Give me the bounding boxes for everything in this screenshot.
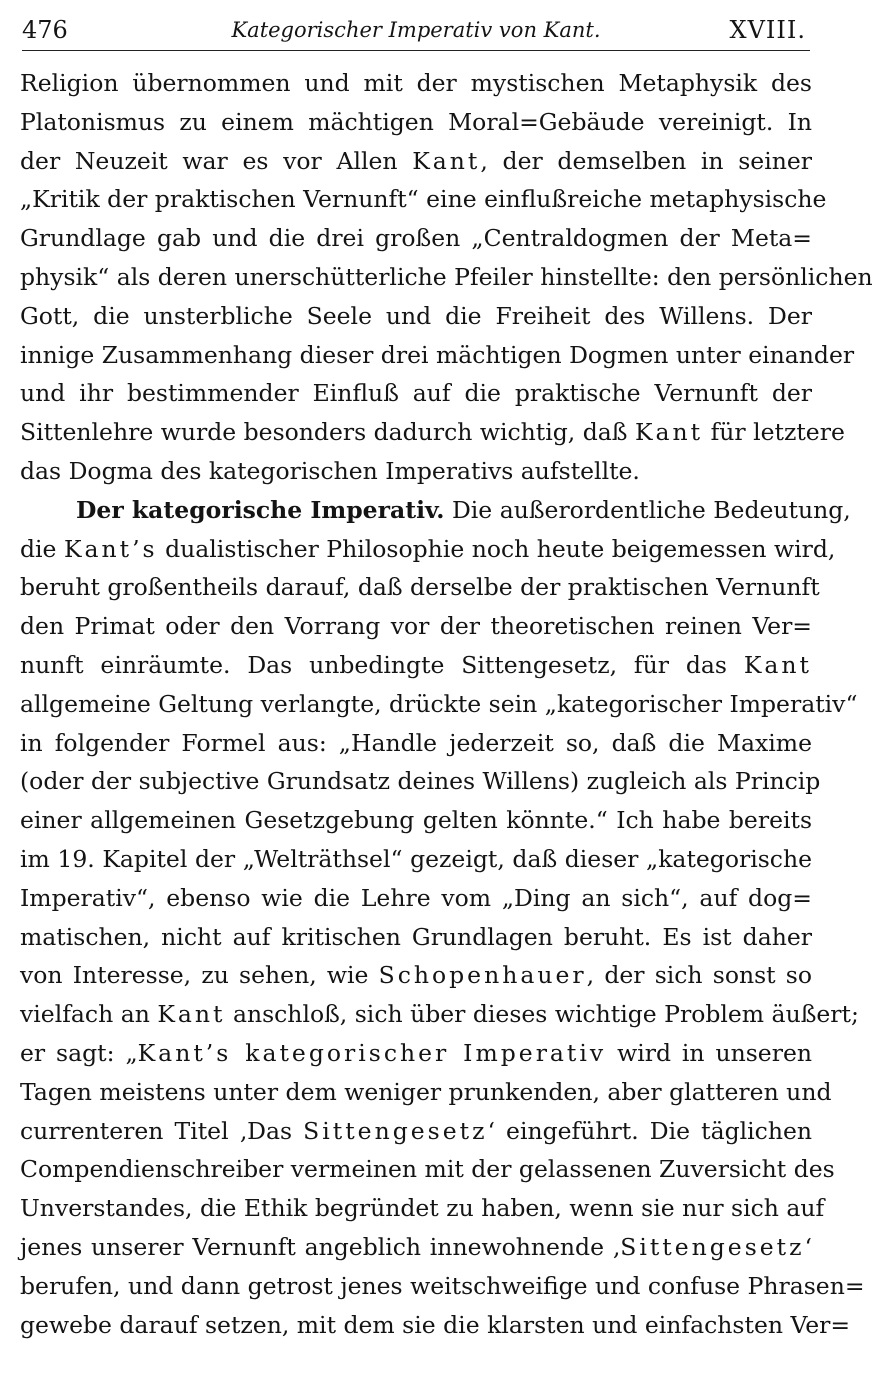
text-line: und ihr bestimmender Einfluß auf die praktische Vernunft der bbox=[20, 379, 812, 408]
text-line: Gott, die unsterbliche Seele und die Freiheit des Willens. Der bbox=[20, 301, 812, 330]
text-line: er sagt: „Kant’s kategorischer Imperativ wird in unseren bbox=[20, 1038, 812, 1067]
text-line: jenes unserer Vernunft angeblich innewohnende ‚Sittengesetz‘ bbox=[20, 1232, 812, 1261]
text-line: innige Zusammenhang dieser drei mächtigen Dogmen unter einander bbox=[20, 340, 855, 369]
text-line: Imperativ“, ebenso wie die Lehre vom „Ding an sich“, auf dog= bbox=[20, 883, 812, 912]
text-line: Sittenlehre wurde besonders dadurch wichtig, daß Kant für letztere bbox=[20, 418, 845, 447]
text-line: von Interesse, zu sehen, wie Schopenhauer, der sich sonst so bbox=[20, 961, 812, 990]
section-heading: Der kategorische Imperativ. bbox=[76, 495, 445, 524]
spaced-phrase: Kant’s kategorischer Imperativ bbox=[137, 1038, 607, 1067]
text-line: Tagen meistens unter dem weniger prunkenden, aber glatteren und bbox=[20, 1077, 832, 1106]
text-line: Religion übernommen und mit der mystischen Metaphysik des bbox=[20, 69, 812, 97]
page-header bbox=[22, 14, 810, 51]
spaced-phrase: Sittengesetz bbox=[620, 1232, 805, 1261]
spaced-name: Kant bbox=[743, 650, 812, 679]
text-line: Der kategorische Imperativ. Die außerordentliche Bedeutung, bbox=[76, 495, 851, 524]
text-line: matischen, nicht auf kritischen Grundlagen beruht. Es ist daher bbox=[20, 922, 812, 951]
text-line: Platonismus zu einem mächtigen Moral=Gebäude vereinigt. In bbox=[20, 107, 812, 136]
text-line: einer allgemeinen Gesetzgebung gelten könnte.“ Ich habe bereits bbox=[20, 806, 812, 835]
chapter-number: XVIII. bbox=[729, 16, 806, 44]
text-line: currenteren Titel ‚Das Sittengesetz‘ eingeführt. Die täglichen bbox=[20, 1116, 812, 1145]
text-line: gewebe darauf setzen, mit dem sie die klarsten und einfachsten Ver= bbox=[20, 1310, 851, 1339]
text-line: nunft einräumte. Das unbedingte Sittengesetz, für das Kant bbox=[20, 650, 812, 679]
text-line: im 19. Kapitel der „Welträthsel“ gezeigt, daß dieser „kategorische bbox=[20, 844, 812, 873]
text-line: Compendienschreiber vermeinen mit der gelassenen Zuversicht des bbox=[20, 1155, 835, 1184]
text-line: der Neuzeit war es vor Allen Kant, der demselben in seiner bbox=[20, 146, 813, 175]
spaced-phrase: Sittengesetz bbox=[303, 1116, 488, 1145]
text-line: berufen, und dann getrost jenes weitschweifige und confuse Phrasen= bbox=[20, 1271, 865, 1300]
page-number: 476 bbox=[22, 16, 68, 44]
text-line: die Kant’s dualistischer Philosophie noch heute beigemessen wird, bbox=[20, 534, 836, 563]
text-line: in folgender Formel aus: „Handle jederzeit so, daß die Maxime bbox=[20, 728, 812, 757]
text-line: „Kritik der praktischen Vernunft“ eine einflußreiche metaphysische bbox=[20, 185, 827, 214]
text-line: (oder der subjective Grundsatz deines Willens) zugleich als Princip bbox=[20, 767, 821, 796]
text-line: beruht großentheils darauf, daß derselbe der praktischen Vernunft bbox=[20, 573, 820, 602]
spaced-name: Schopenhauer bbox=[378, 961, 587, 990]
spaced-name: Kant bbox=[157, 1000, 226, 1029]
text-line: vielfach an Kant anschloß, sich über dieses wichtige Problem äußert; bbox=[20, 1000, 859, 1029]
text-line: physik“ als deren unerschütterliche Pfeiler hinstellte: den persönlichen bbox=[20, 262, 873, 291]
text-line: den Primat oder den Vorrang vor der theoretischen reinen Ver= bbox=[20, 612, 812, 641]
spaced-name: Kant bbox=[412, 146, 481, 175]
spaced-name: Kant’s bbox=[63, 534, 158, 563]
text-line: allgemeine Geltung verlangte, drückte sein „kategorischer Imperativ“ bbox=[20, 689, 858, 718]
running-title: Kategorischer Imperativ von Kant. bbox=[231, 18, 601, 42]
text-line: Grundlage gab und die drei großen „Centraldogmen der Meta= bbox=[20, 224, 812, 253]
body-text bbox=[20, 64, 873, 1344]
spaced-name: Kant bbox=[634, 418, 704, 447]
text-line: Unverstandes, die Ethik begründet zu haben, wenn sie nur sich auf bbox=[20, 1194, 825, 1223]
text-line: das Dogma des kategorischen Imperativs aufstellte. bbox=[20, 456, 640, 485]
